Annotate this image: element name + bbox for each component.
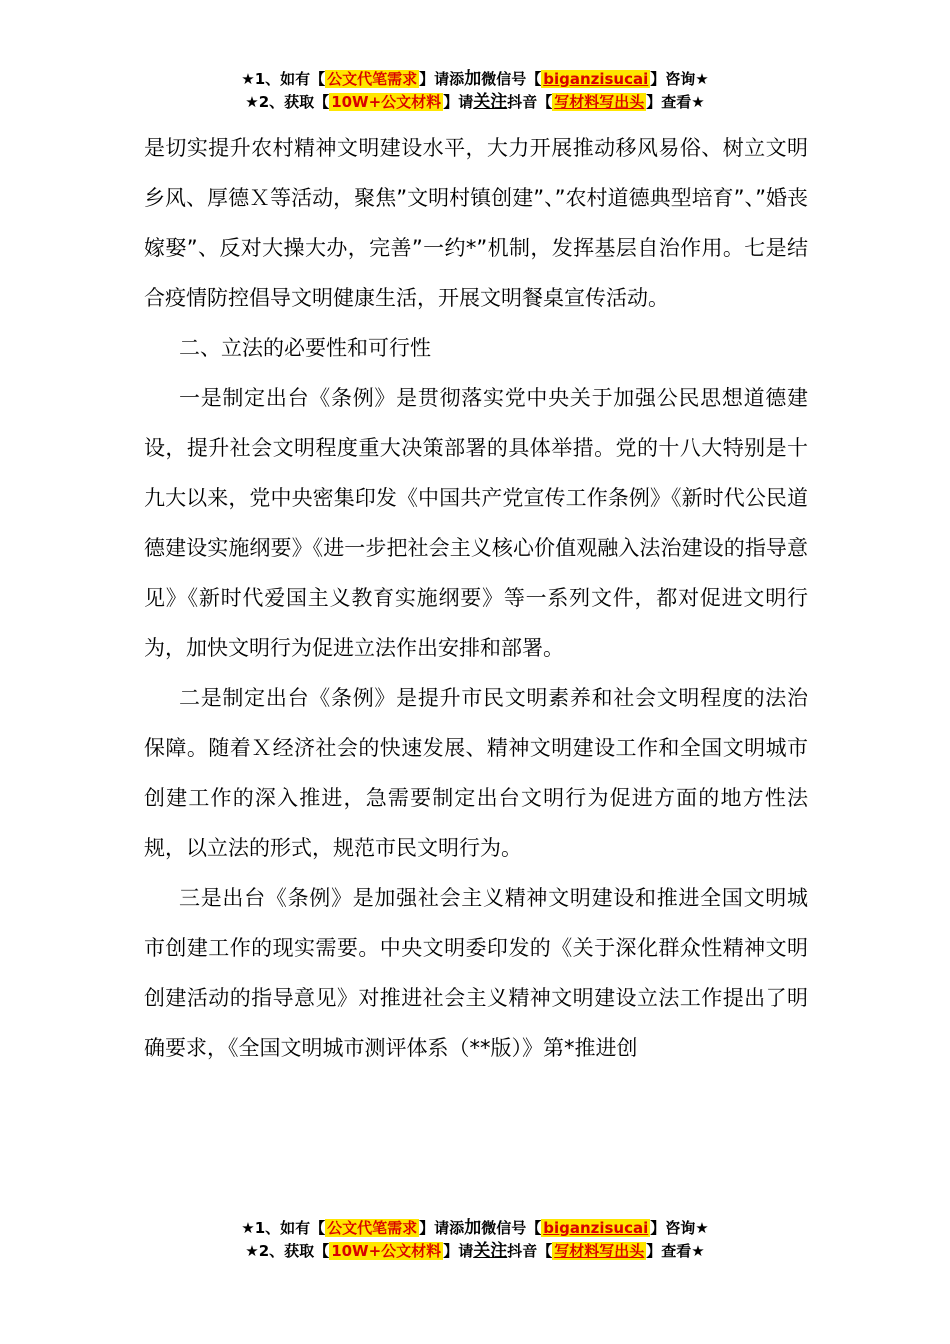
footer-line-1: ★1、如有【 公文代笔需求 】请添加微信号【 biganzisucai 】咨询★ — [241, 1218, 709, 1238]
document-body — [144, 123, 808, 1073]
paragraph-2: 二是制定出台《条例》是提升市民文明素养和社会文明程度的法治保障。随着Ｘ经济社会的快速发展、精神文明建设工作和全国文明城市创建工作的深入推进，急需要制定出台文明行为促进方面的地方性法规，以立法的形式，规范市民文明行为。 — [144, 686, 808, 860]
footer-line-2: ★2、获取【 10W+公文材料 】请关注抖音【 写材料写出头 】查看★ — [245, 1241, 705, 1261]
banner-line-2: ★2、获取【 10W+公文材料 】请关注抖音【 写材料写出头 】查看★ — [245, 92, 705, 112]
wechat-id-link[interactable]: biganzisucai — [543, 70, 649, 88]
materials-highlight: 10W+公文材料 — [331, 93, 442, 111]
banner-line-1: ★1、如有【 公文代笔需求 】请添加微信号【 biganzisucai 】咨询★ — [241, 69, 709, 89]
paragraph-continued: 是切实提升农村精神文明建设水平，大力开展推动移风易俗、树立文明乡风、厚德Ｘ等活动，聚焦”文明村镇创建”、”农村道德典型培育”、”婚丧嫁娶”、反对大操大办，完善”一约*”机制，发挥基层自治作用。七是结合疫情防控倡导文明健康生活，开展文明餐桌宣传活动。 — [144, 136, 808, 310]
section-heading: 二、立法的必要性和可行性 — [179, 336, 431, 360]
ghostwriting-need-highlight: 公文代笔需求 — [327, 1219, 418, 1237]
footer-banner — [0, 1217, 950, 1263]
douyin-account-link[interactable]: 写材料写出头 — [554, 93, 645, 111]
ghostwriting-need-highlight: 公文代笔需求 — [327, 70, 418, 88]
douyin-account-link[interactable]: 写材料写出头 — [554, 1242, 645, 1260]
paragraph-3: 三是出台《条例》是加强社会主义精神文明建设和推进全国文明城市创建工作的现实需要。中央文明委印发的《关于深化群众性精神文明创建活动的指导意见》对推进社会主义精神文明建设立法工作提出了明确要求，《全国文明城市测评体系（**版）》第*推进创 — [144, 886, 808, 1060]
materials-highlight: 10W+公文材料 — [331, 1242, 442, 1260]
wechat-id-link[interactable]: biganzisucai — [543, 1219, 649, 1237]
header-banner — [0, 68, 950, 114]
paragraph-1: 一是制定出台《条例》是贯彻落实党中央关于加强公民思想道德建设，提升社会文明程度重大决策部署的具体举措。党的十八大特别是十九大以来，党中央密集印发《中国共产党宣传工作条例》《新时代公民道德建设实施纲要》《进一步把社会主义核心价值观融入法治建设的指导意见》《新时代爱国主义教育实施纲要》等一系列文件，都对促进文明行为，加快文明行为促进立法作出安排和部署。 — [144, 386, 808, 660]
